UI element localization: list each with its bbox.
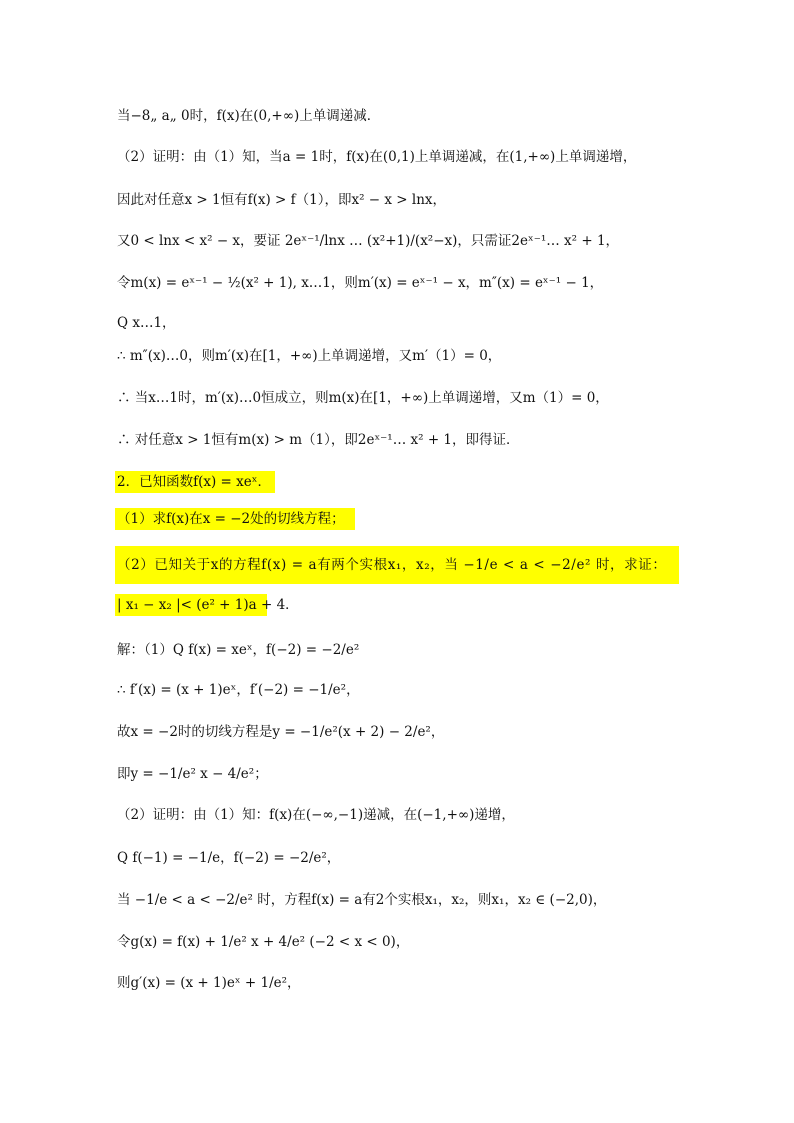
solution-line-7: 当 −1/e < a < −2/e² 时，方程f(x) = a有2个实根x₁，x₂，则x₁，x₂ ∈ (−2,0)， (117, 892, 607, 908)
problem-2-title: 2．已知函数f(x) = xeˣ． (117, 474, 271, 490)
solution-line-3: 故x = −2时的切线方程是y = −1/e²(x + 2) − 2/e²， (117, 724, 445, 740)
problem-2-part1: （1）求f(x)在x = −2处的切线方程； (117, 511, 345, 527)
solution-line-4: 即y = −1/e² x − 4/e²； (117, 766, 268, 782)
text-line-2: （2）证明：由（1）知，当a = 1时，f(x)在(0,1)上单调递减，在(1,+∞)上单调递增， (117, 149, 637, 165)
solution-line-5: （2）证明：由（1）知：f(x)在(−∞,−1)递减，在(−1,+∞)递增， (117, 807, 515, 823)
text-line-5: 令m(x) = eˣ⁻¹ − ½(x² + 1), x…1，则m′(x) = eˣ⁻¹ − x，m″(x) = eˣ⁻¹ − 1， (117, 275, 604, 291)
text-line-6: Q x…1， (117, 315, 176, 331)
text-line-4: 又0 < lnx < x² − x，要证 2eˣ⁻¹/lnx … (x²+1)/(x²−x)，只需证2eˣ⁻¹… x² + 1， (117, 233, 620, 249)
solution-line-2: ∴ f′(x) = (x + 1)eˣ，f′(−2) = −1/e²， (117, 682, 360, 698)
text-line-9: ∴ 对任意x > 1恒有m(x) > m（1），即2eˣ⁻¹… x² + 1，即得证． (117, 432, 520, 448)
solution-line-8: 令g(x) = f(x) + 1/e² x + 4/e² (−2 < x < 0)， (117, 934, 410, 950)
problem-2-part2-cont: | x₁ − x₂ |< (e² + 1)a + 4． (117, 597, 299, 613)
solution-line-6: Q f(−1) = −1/e，f(−2) = −2/e²， (117, 850, 341, 866)
text-line-1: 当−8„ a„ 0时，f(x)在(0,+∞)上单调递减． (117, 108, 381, 124)
text-line-8: ∴ 当x…1时，m′(x)…0恒成立，则m(x)在[1，+∞)上单调递增，又m（1）= 0， (117, 390, 609, 406)
solution-line-1: 解：（1）Q f(x) = xeˣ，f(−2) = −2/e² (117, 642, 360, 658)
text-line-3: 因此对任意x > 1恒有f(x) > f（1），即x² − x > lnx， (117, 192, 447, 208)
problem-2-part2: （2）已知关于x的方程f(x) = a有两个实根x₁，x₂，当 −1/e < a < −2/e² 时，求证： (117, 557, 667, 573)
text-line-7: ∴ m″(x)…0，则m′(x)在[1，+∞)上单调递增，又m′（1）= 0， (117, 348, 502, 364)
solution-line-9: 则g′(x) = (x + 1)eˣ + 1/e²， (117, 975, 301, 991)
